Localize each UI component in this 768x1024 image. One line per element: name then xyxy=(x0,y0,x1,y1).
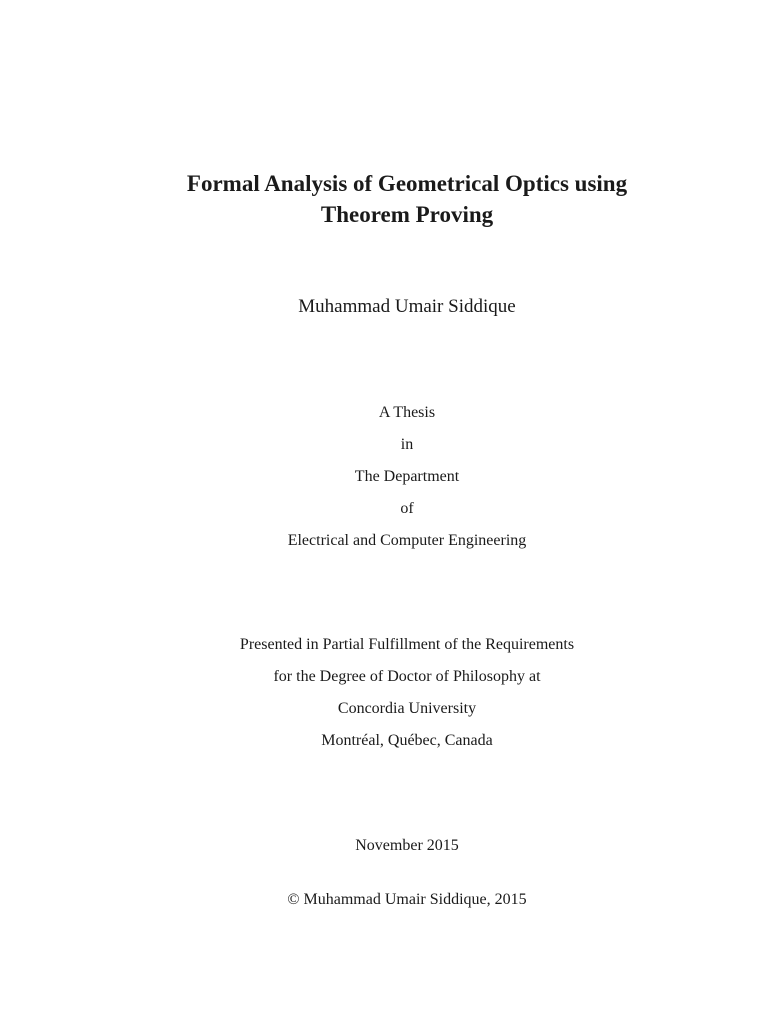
copyright: © Muhammad Umair Siddique, 2015 xyxy=(287,891,527,908)
presented-line-4: Montréal, Québec, Canada xyxy=(321,732,493,749)
presented-line-3: Concordia University xyxy=(337,700,477,717)
title-line-2: Theorem Proving xyxy=(320,202,494,227)
thesis-line-1: A Thesis xyxy=(378,404,436,421)
author-name: Muhammad Umair Siddique xyxy=(298,296,516,317)
thesis-line-5: Electrical and Computer Engineering xyxy=(287,532,527,549)
presented-line-1: Presented in Partial Fulfillment of the Requirements xyxy=(239,636,575,653)
presented-line-2: for the Degree of Doctor of Philosophy at xyxy=(273,668,541,685)
date: November 2015 xyxy=(355,837,459,854)
thesis-line-4: of xyxy=(400,500,414,517)
title-line-1: Formal Analysis of Geometrical Optics using xyxy=(186,171,628,196)
thesis-line-2: in xyxy=(400,436,414,453)
thesis-line-3: The Department xyxy=(354,468,460,485)
